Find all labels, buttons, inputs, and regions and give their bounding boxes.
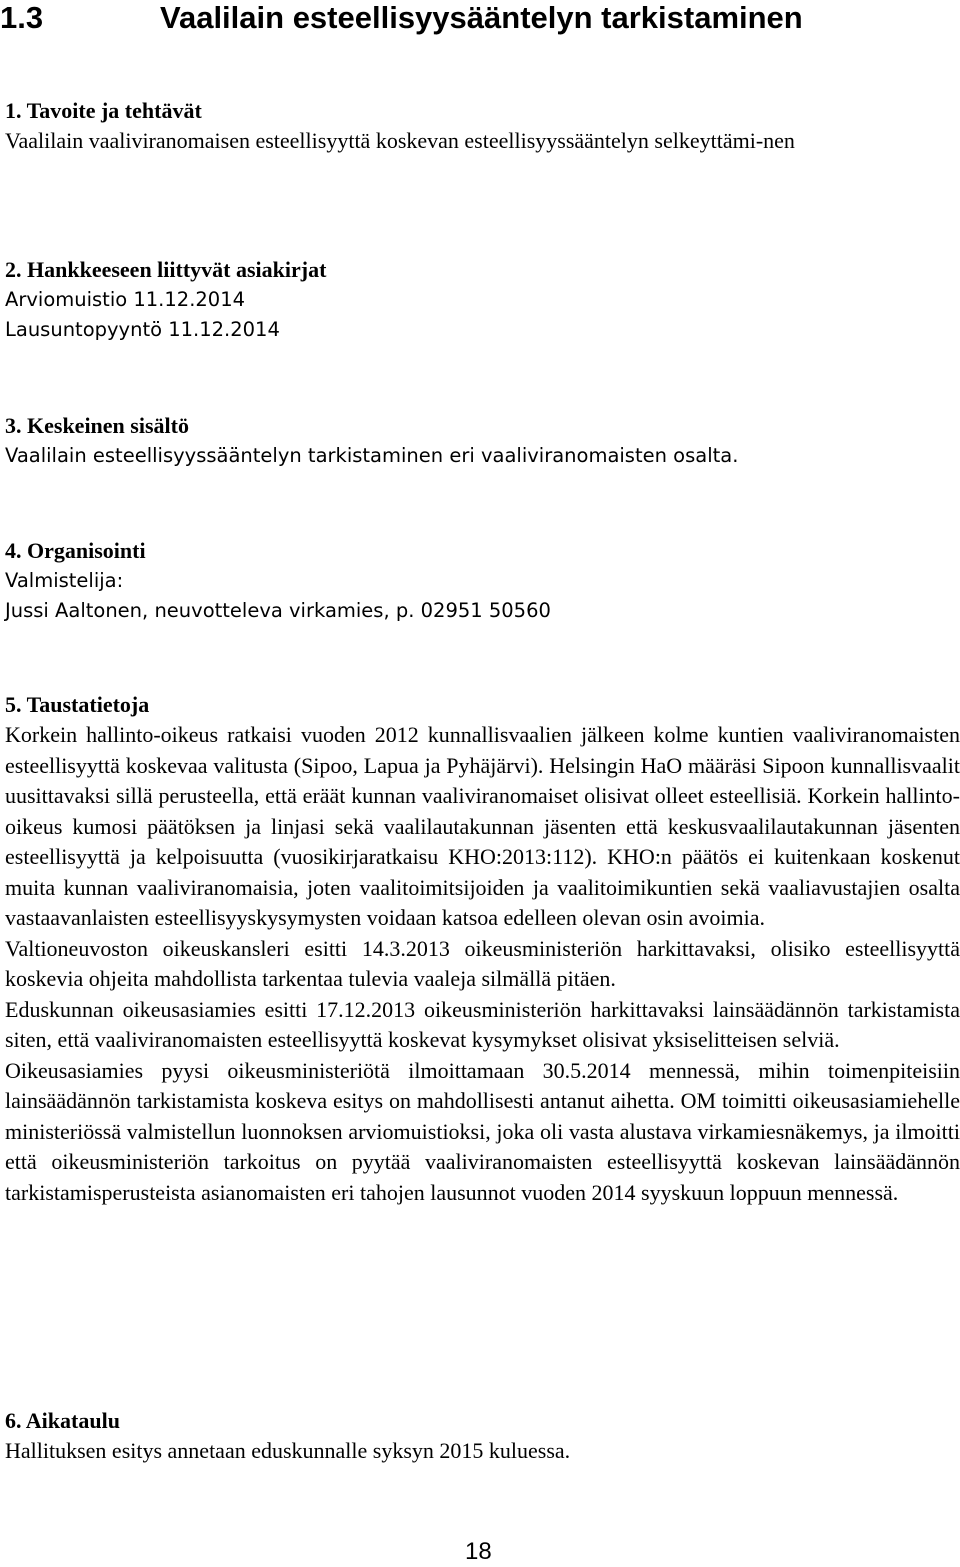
document-item: Lausuntopyyntö 11.12.2014 (5, 318, 280, 341)
section-title: 3. Keskeinen sisältö (5, 413, 189, 438)
section-title: 1. Tavoite ja tehtävät (5, 98, 202, 123)
section-objective (5, 96, 960, 156)
section-schedule (5, 1406, 960, 1466)
section-title: 5. Taustatietoja (5, 692, 150, 717)
preparer-contact: Jussi Aaltonen, neuvotteleva virkamies, p. 02951 50560 (5, 599, 551, 622)
section-title: 2. Hankkeeseen liittyvät asiakirjat (5, 257, 327, 282)
background-paragraph: Oikeusasiamies pyysi oikeusministeriötä ilmoittamaan 30.5.2014 mennessä, mihin toimenpiteisiin lainsäädännön tarkistamista koskeva esitys on mahdollisesti antanut aihetta. OM toimitti oikeusasiamiehelle ministeriössä valmistellun luonnoksen arviomuistioksi, joka oli vasta alustava virkamiesnäkemys, ja ilmoitti että oikeusministeriön tarkoitus on pyytää vaaliviranomaisten esteellisyyttä koskevan lainsäädännön tarkistamisperusteista asianomaisten eri tahojen lausunnot vuoden 2014 syyskuun loppuun mennessä. (5, 1057, 960, 1205)
section-content (5, 411, 960, 471)
chapter-title: Vaalilain esteellisyysääntelyn tarkistaminen (160, 0, 803, 35)
background-paragraph: Eduskunnan oikeusasiamies esitti 17.12.2013 oikeusministeriön harkittavaksi lainsäädännön tarkistamista siten, että vaaliviranomaisten esteellisyyttä koskevat kysymykset olisivat yksiselitteisen selviä. (5, 996, 960, 1052)
preparer-label: Valmistelija: (5, 569, 124, 592)
section-text: Hallituksen esitys annetaan eduskunnalle syksyn 2015 kuluessa. (5, 1438, 571, 1463)
section-title: 6. Aikataulu (5, 1408, 120, 1433)
background-paragraph: Korkein hallinto-oikeus ratkaisi vuoden 2012 kunnallisvaalien jälkeen kolme kuntien vaaliviranomaisten esteellisyyttä koskevaa valitusta (Sipoo, Lapua ja Pyhäjärvi). Helsingin HaO määräsi Sipoon kunnallisvaalit uusittavaksi sillä perusteella, että eräät kunnan vaaliviranomaiset olisivat olleet esteellisiä. Korkein hallinto-oikeus kumosi päätöksen ja linjasi sekä vaalilautakunnan jäsenten että keskusvaalilautakunnan jäsenten esteellisyyttä ja kelpoisuutta (vuosikirjaratkaisu KHO:2013:112). KHO:n päätös ei kuitenkaan koskenut muita kunnan vaaliviranomaisia, joten vaalitoimitsijoiden ja vaalitoimikuntien sekä vaaliavustajien osalta vastaavanlaisten esteellisyyskysymysten voidaan katsoa edelleen olevan osin avoimia. (5, 722, 960, 930)
chapter-number: 1.3 (0, 0, 44, 35)
section-organisation (5, 536, 960, 626)
page-number: 18 (465, 1538, 492, 1565)
section-documents (5, 255, 960, 345)
document-item: Arviomuistio 11.12.2014 (5, 288, 246, 311)
section-background (5, 690, 960, 1208)
section-text: Vaalilain vaaliviranomaisen esteellisyyttä koskevan esteellisyyssääntelyn selkeyttämi-nen (5, 128, 795, 153)
section-text: Vaalilain esteellisyyssääntelyn tarkistaminen eri vaaliviranomaisten osalta. (5, 444, 739, 467)
section-title: 4. Organisointi (5, 538, 146, 563)
chapter-heading (0, 0, 803, 36)
background-paragraph: Valtioneuvoston oikeuskansleri esitti 14.3.2013 oikeusministeriön harkittavaksi, olisiko esteellisyyttä koskevia ohjeita mahdollista tarkentaa tulevia vaaleja silmällä pitäen. (5, 935, 960, 991)
